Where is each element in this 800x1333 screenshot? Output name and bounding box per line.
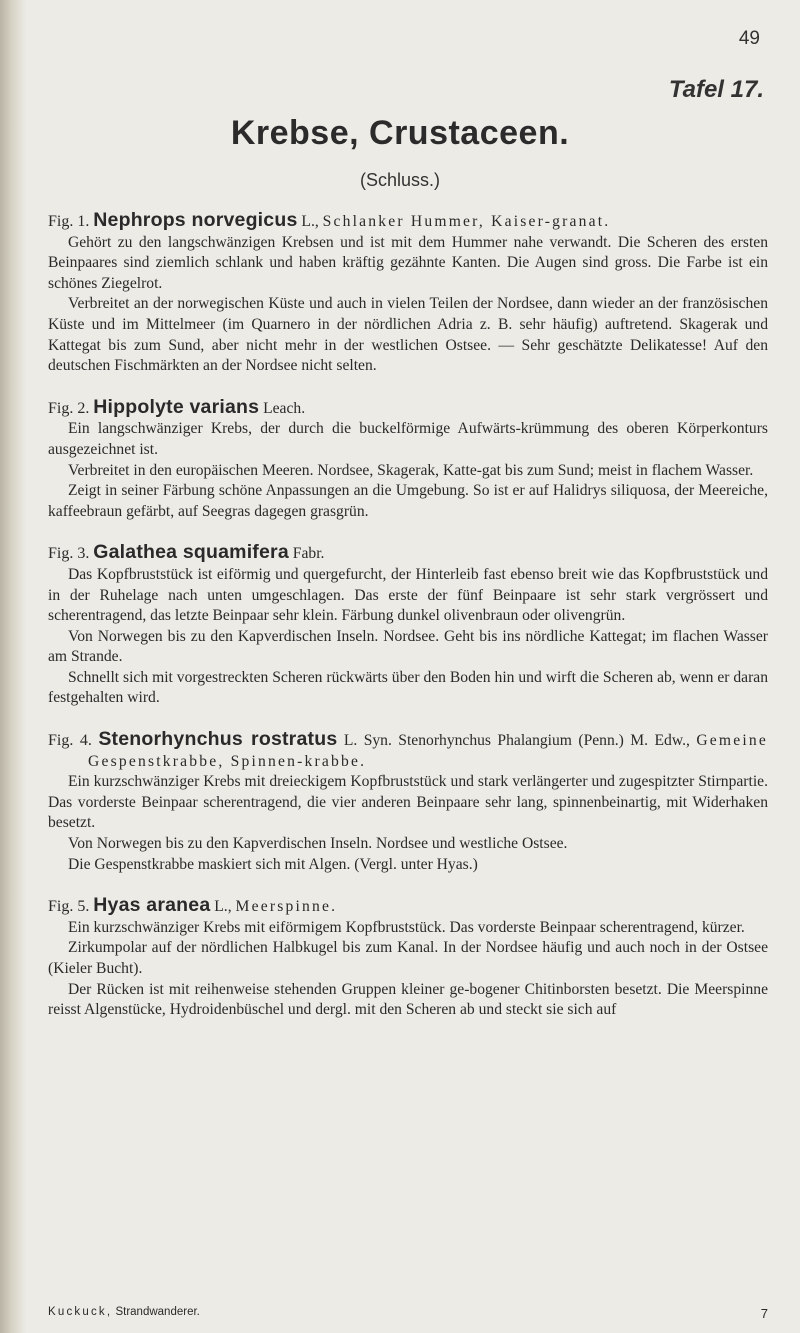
species-author: Leach. <box>263 399 306 417</box>
entry-paragraph: Verbreitet an der norwegischen Küste und auch in vielen Teilen der Nordsee, dann wieder an der französischen Küste und im Mittelmeer (im Quarnero in der nördlichen Adria z. B. sehr häufig) auftretend. Skagerak und Kattegat bis zum Sund, aber nicht mehr in der westlichen Ostsee. — Sehr geschätzte Delikatesse! Auf den deutschen Fischmärkten an der Nordsee nicht selten. <box>48 295 768 375</box>
figure-number: Fig. 5. <box>48 898 90 916</box>
species-name: Nephrops norvegicus <box>93 209 298 231</box>
footer-author: Kuckuck, <box>48 1306 113 1318</box>
entry-paragraph: Der Rücken ist mit reihenweise stehenden Gruppen kleiner ge-bogener Chitinborsten besetzt. Die Meerspinne reisst Algenstücke, Hydroidenbüschel und dergl. mit den Scheren ab und steckt sie sich auf <box>48 980 768 1019</box>
figure-number: Fig. 2. <box>48 399 90 417</box>
species-entry <box>48 729 768 875</box>
figure-number: Fig. 3. <box>48 545 90 563</box>
plate-label: Tafel 17. <box>668 76 764 103</box>
entry-paragraph: Zirkumpolar auf der nördlichen Halbkugel bis zum Kanal. In der Nordsee häufig und auch noch in der Ostsee (Kieler Bucht). <box>48 939 768 977</box>
entry-paragraph: Ein langschwänziger Krebs, der durch die buckelförmige Aufwärts-krümmung des oberen Körperkonturs ausgezeichnet ist. <box>48 420 768 458</box>
species-name: Galathea squamifera <box>93 541 289 564</box>
page-title: Krebse, Crustaceen. <box>230 114 570 152</box>
entry-paragraph: Verbreitet in den europäischen Meeren. Nordsee, Skagerak, Katte-gat bis zum Sund; meist in flachem Wasser. <box>68 461 754 479</box>
signature-mark: 7 <box>760 1306 768 1321</box>
entry-heading <box>48 542 768 565</box>
species-entry <box>48 210 768 377</box>
species-entry <box>48 542 768 709</box>
page-footer <box>48 1306 768 1321</box>
entry-paragraph: Ein kurzschwänziger Krebs mit eiförmigem Kopfbruststück. Das vorderste Beinpaar scherentragend, kürzer. <box>68 918 745 936</box>
species-entry <box>48 397 768 523</box>
entry-paragraph: Von Norwegen bis zu den Kapverdischen Inseln. Nordsee. Geht bis ins nördliche Kattegat; im flachen Wasser am Strande. <box>48 627 768 666</box>
species-name: Hippolyte varians <box>93 395 260 418</box>
entry-heading <box>48 895 768 918</box>
figure-number: Fig. 4. <box>48 732 92 750</box>
entry-paragraph: Die Gespenstkrabbe maskiert sich mit Algen. (Vergl. unter Hyas.) <box>68 855 478 873</box>
species-author: L., <box>301 213 319 230</box>
entry-paragraph: Schnellt sich mit vorgestreckten Scheren rückwärts über den Boden hin und wirft die Scheren ab, wenn er daran festgehalten wird. <box>48 668 768 707</box>
common-name: Schlanker Hummer, Kaiser-granat. <box>322 213 611 230</box>
entry-paragraph: Gehört zu den langschwänzigen Krebsen und ist mit dem Hummer nahe verwandt. Die Scheren des ersten Beinpaares sind ziemlich schlank und haben kräftig gezähnte Kanten. Die Augen sind gross. Die Farbe ist ein schönes Ziegelrot. <box>48 233 768 292</box>
page-number: 49 <box>738 28 760 49</box>
page-subtitle: (Schluss.) <box>359 170 440 190</box>
entry-heading <box>48 210 768 233</box>
entry-paragraph: Das Kopfbruststück ist eiförmig und quergefurcht, der Hinterleib fast ebenso breit wie das Kopfbruststück und in der Ruhelage nach unten umgeschlagen. Das erste der fünf Beinpaare ist sehr stark vergrössert und scherentragend, das letzte Beinpaar sehr klein. Färbung dunkel olivenbraun oder olivengrün. <box>48 565 768 625</box>
species-entry <box>48 895 768 1021</box>
footer-book-title: Strandwanderer. <box>115 1306 200 1318</box>
entry-paragraph: Ein kurzschwänziger Krebs mit dreieckigem Kopfbruststück und stark verlängerter und zugespitzter Stirnpartie. Das vorderste Beinpaar scherentragend, die vier anderen Beinpaare sehr lang, spinnenbeinartig, mit Widerhaken besetzt. <box>48 773 768 832</box>
figure-number: Fig. 1. <box>48 213 90 230</box>
entry-heading <box>48 397 768 420</box>
species-author: Fabr. <box>292 545 325 563</box>
common-name: Meerspinne. <box>235 898 338 916</box>
entry-heading <box>48 729 768 772</box>
entry-paragraph: Zeigt in seiner Färbung schöne Anpassungen an die Umgebung. So ist er auf Halidrys siliquosa, der Meereiche, kaffeebraun gefärbt, auf Seegras dagegen grasgrün. <box>48 482 768 520</box>
species-name: Stenorhynchus rostratus <box>98 728 338 751</box>
species-author: L., <box>214 898 232 916</box>
entry-paragraph: Von Norwegen bis zu den Kapverdischen Inseln. Nordsee und westliche Ostsee. <box>68 835 568 853</box>
text-body <box>48 210 768 1041</box>
species-name: Hyas aranea <box>93 894 211 917</box>
species-author: L. Syn. Stenorhynchus Phalangium (Penn.) M. Edw., <box>343 732 690 750</box>
common-name: Gemeine Gespenstkrabbe, Spinnen-krabbe. <box>88 732 769 770</box>
